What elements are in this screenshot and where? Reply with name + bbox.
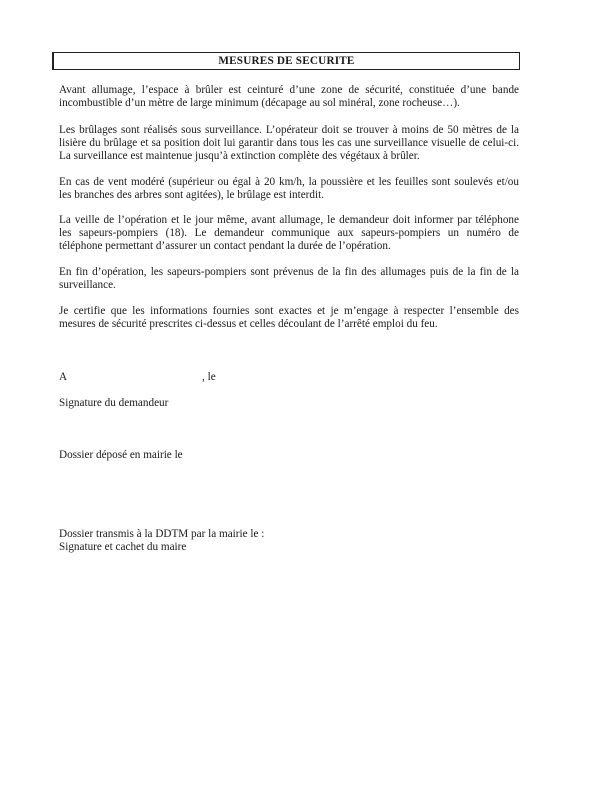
applicant-signature-label: Signature du demandeur bbox=[59, 397, 169, 409]
paragraph-certification bbox=[59, 305, 519, 331]
place-date-line bbox=[59, 371, 216, 384]
paragraph-line: Les brûlages sont réalisés sous surveillance. L’opérateur doit se trouver à moins de 50 mètres de la bbox=[59, 124, 519, 136]
paragraph-line: En cas de vent modéré (supérieur ou égal à 20 km/h, la poussière et les feuilles sont soulevés et/ou bbox=[59, 176, 519, 188]
section-title: MESURES DE SECURITE bbox=[52, 52, 520, 70]
mairie-deposit-label: Dossier déposé en mairie le bbox=[59, 449, 183, 461]
paragraph-line: téléphone permettant d’assurer un contact pendant la durée de l’opération. bbox=[59, 240, 391, 253]
date-label: , le bbox=[202, 371, 216, 383]
place-label: A bbox=[59, 371, 68, 383]
paragraph-line: Avant allumage, l’espace à brûler est ceinturé d’une zone de sécurité, constituée d’une bande bbox=[59, 84, 519, 96]
paragraph-line: incombustible d’un mètre de large minimum (décapage au sol minéral, zone rocheuse…). bbox=[59, 97, 460, 110]
paragraph-end-of-operation bbox=[59, 266, 519, 292]
paragraph-line: La veille de l’opération et le jour même, avant allumage, le demandeur doit informer par téléphone bbox=[59, 214, 519, 226]
paragraph-line: La surveillance est maintenue jusqu’à extinction complète des végétaux à brûler. bbox=[59, 150, 420, 163]
paragraph-line: mesures de sécurité prescrites ci-dessus et celles découlant de l’arrêté emploi du feu. bbox=[59, 318, 438, 331]
mayor-signature-label: Signature et cachet du maire bbox=[59, 541, 187, 553]
paragraph-notification bbox=[59, 214, 519, 254]
paragraph-line: En fin d’opération, les sapeurs-pompiers sont prévenus de la fin des allumages puis de la fin de la bbox=[59, 266, 519, 278]
paragraph-line: surveillance. bbox=[59, 279, 116, 292]
paragraph-line: les branches des arbres sont agitées), le brûlage est interdit. bbox=[59, 189, 324, 202]
paragraph-line: lisière du brûlage et sa position doit lui garantir dans tous les cas une surveillance visuelle de celui-ci. bbox=[59, 137, 519, 150]
paragraph-line: les sapeurs-pompiers (18). Le demandeur communique aux sapeurs-pompiers un numéro de bbox=[59, 227, 519, 240]
paragraph-surveillance bbox=[59, 124, 519, 164]
paragraph-safety-zone bbox=[59, 84, 519, 110]
ddtm-transmission-label: Dossier transmis à la DDTM par la mairie le : bbox=[59, 528, 265, 540]
paragraph-wind bbox=[59, 176, 519, 202]
paragraph-line: Je certifie que les informations fournies sont exactes et je m’engage à respecter l’ensemble des bbox=[59, 305, 519, 317]
